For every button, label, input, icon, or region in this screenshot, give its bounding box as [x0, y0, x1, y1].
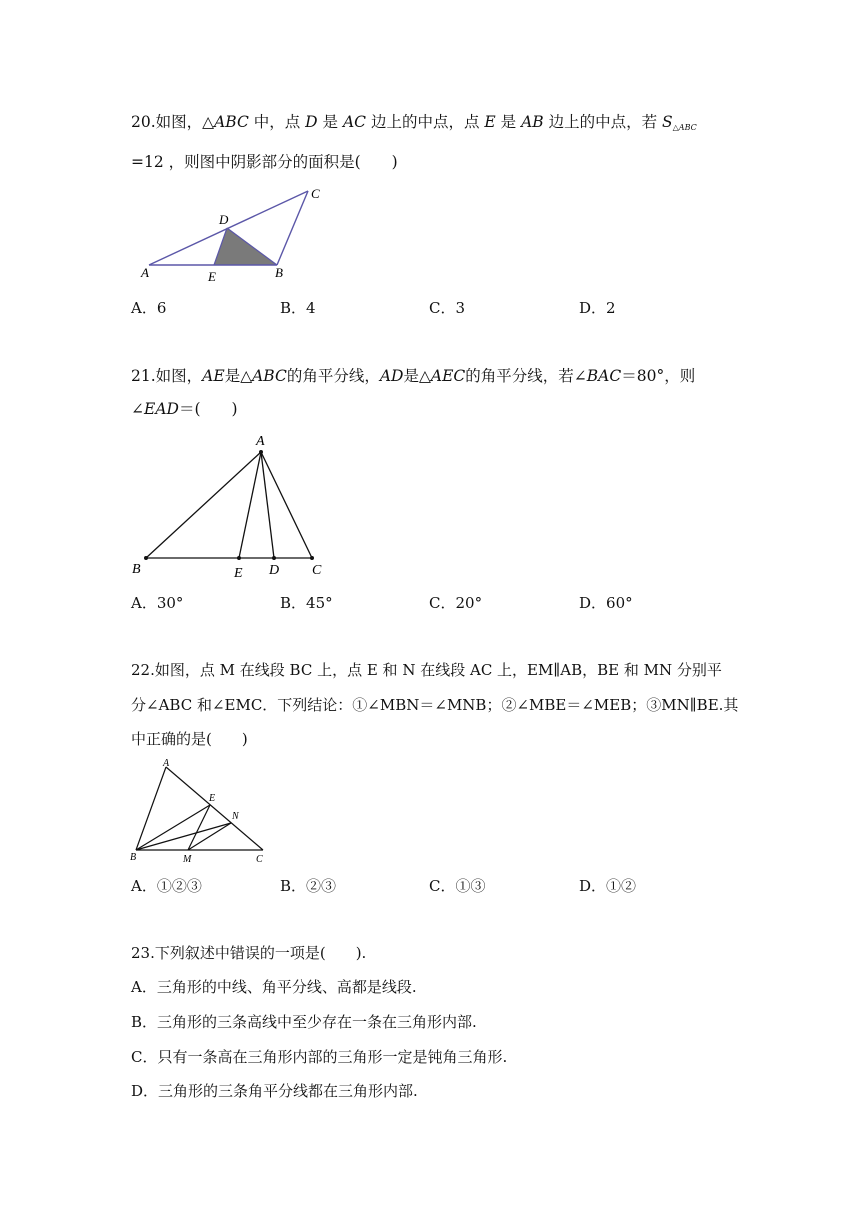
q20-stem-line1: 20.如图，△ABC 中，点 D 是 AC 边上的中点，点 E 是 AB 边上的中点，若 $S_{\triangle ABC}$	[131, 113, 697, 132]
q20-option-c[interactable]: C．3	[429, 299, 466, 317]
q20-option-d[interactable]: D．2	[579, 299, 616, 317]
q21-label-b: B	[132, 562, 141, 577]
q21-option-d[interactable]: D．60°	[579, 594, 633, 612]
q20-option-a[interactable]: A．6	[131, 299, 167, 317]
q22-option-d[interactable]: D．①②	[579, 877, 637, 895]
q22-label-m: M	[183, 854, 192, 865]
q22-stem-line2: 分∠ABC 和∠EMC．下列结论：①∠MBN＝∠MNB；②∠MBE＝∠MEB；③MN∥BE.其	[131, 696, 739, 714]
q20-label-d: D	[219, 212, 229, 227]
q22-option-c[interactable]: C．①③	[429, 877, 486, 895]
q21-label-d: D	[269, 563, 280, 578]
q22-option-a[interactable]: A．①②③	[131, 877, 202, 895]
q22-stem-line1: 22.如图，点 M 在线段 BC 上，点 E 和 N 在线段 AC 上，EM∥AB，BE 和 MN 分别平	[131, 661, 722, 679]
q21-label-c: C	[312, 563, 322, 578]
q20-label-e: E	[208, 269, 216, 284]
q23-stem: 23.下列叙述中错误的一项是( ).	[131, 944, 367, 962]
q21-option-b[interactable]: B．45°	[280, 594, 333, 612]
q22-option-b[interactable]: B．②③	[280, 877, 337, 895]
q23-option-a[interactable]: A．三角形的中线、角平分线、高都是线段.	[131, 978, 417, 996]
q20-shaded-triangle	[214, 228, 277, 265]
q21-stem-line2: ∠EAD＝( )	[131, 400, 238, 418]
q22-figure	[128, 757, 278, 867]
q23-option-b[interactable]: B．三角形的三条高线中至少存在一条在三角形内部.	[131, 1013, 477, 1031]
q22-stem-line3: 中正确的是( )	[131, 730, 248, 748]
q22-label-a: A	[163, 758, 170, 769]
q21-label-a: A	[256, 434, 265, 449]
q23-option-d[interactable]: D．三角形的三条角平分线都在三角形内部.	[131, 1082, 418, 1100]
q22-label-n: N	[232, 811, 239, 822]
q22-label-b: B	[130, 852, 137, 863]
q22-label-e: E	[209, 793, 216, 804]
q20-stem-line2: =12 ，则图中阴影部分的面积是( )	[131, 153, 398, 171]
q20-label-b: B	[275, 265, 283, 280]
q20-option-b[interactable]: B．4	[280, 299, 316, 317]
q20-label-a: A	[141, 265, 149, 280]
q22-label-c: C	[256, 854, 263, 865]
q21-option-a[interactable]: A．30°	[131, 594, 184, 612]
q20-label-c: C	[311, 186, 320, 201]
q21-label-e: E	[234, 566, 243, 581]
q21-figure	[128, 430, 338, 580]
q21-stem-line1: 21.如图，AE是△ABC的角平分线，AD是△AEC的角平分线，若∠BAC＝80°，则	[131, 367, 696, 385]
q21-option-c[interactable]: C．20°	[429, 594, 483, 612]
q23-option-c[interactable]: C．只有一条高在三角形内部的三角形一定是钝角三角形.	[131, 1048, 508, 1066]
q20-figure	[138, 184, 338, 289]
